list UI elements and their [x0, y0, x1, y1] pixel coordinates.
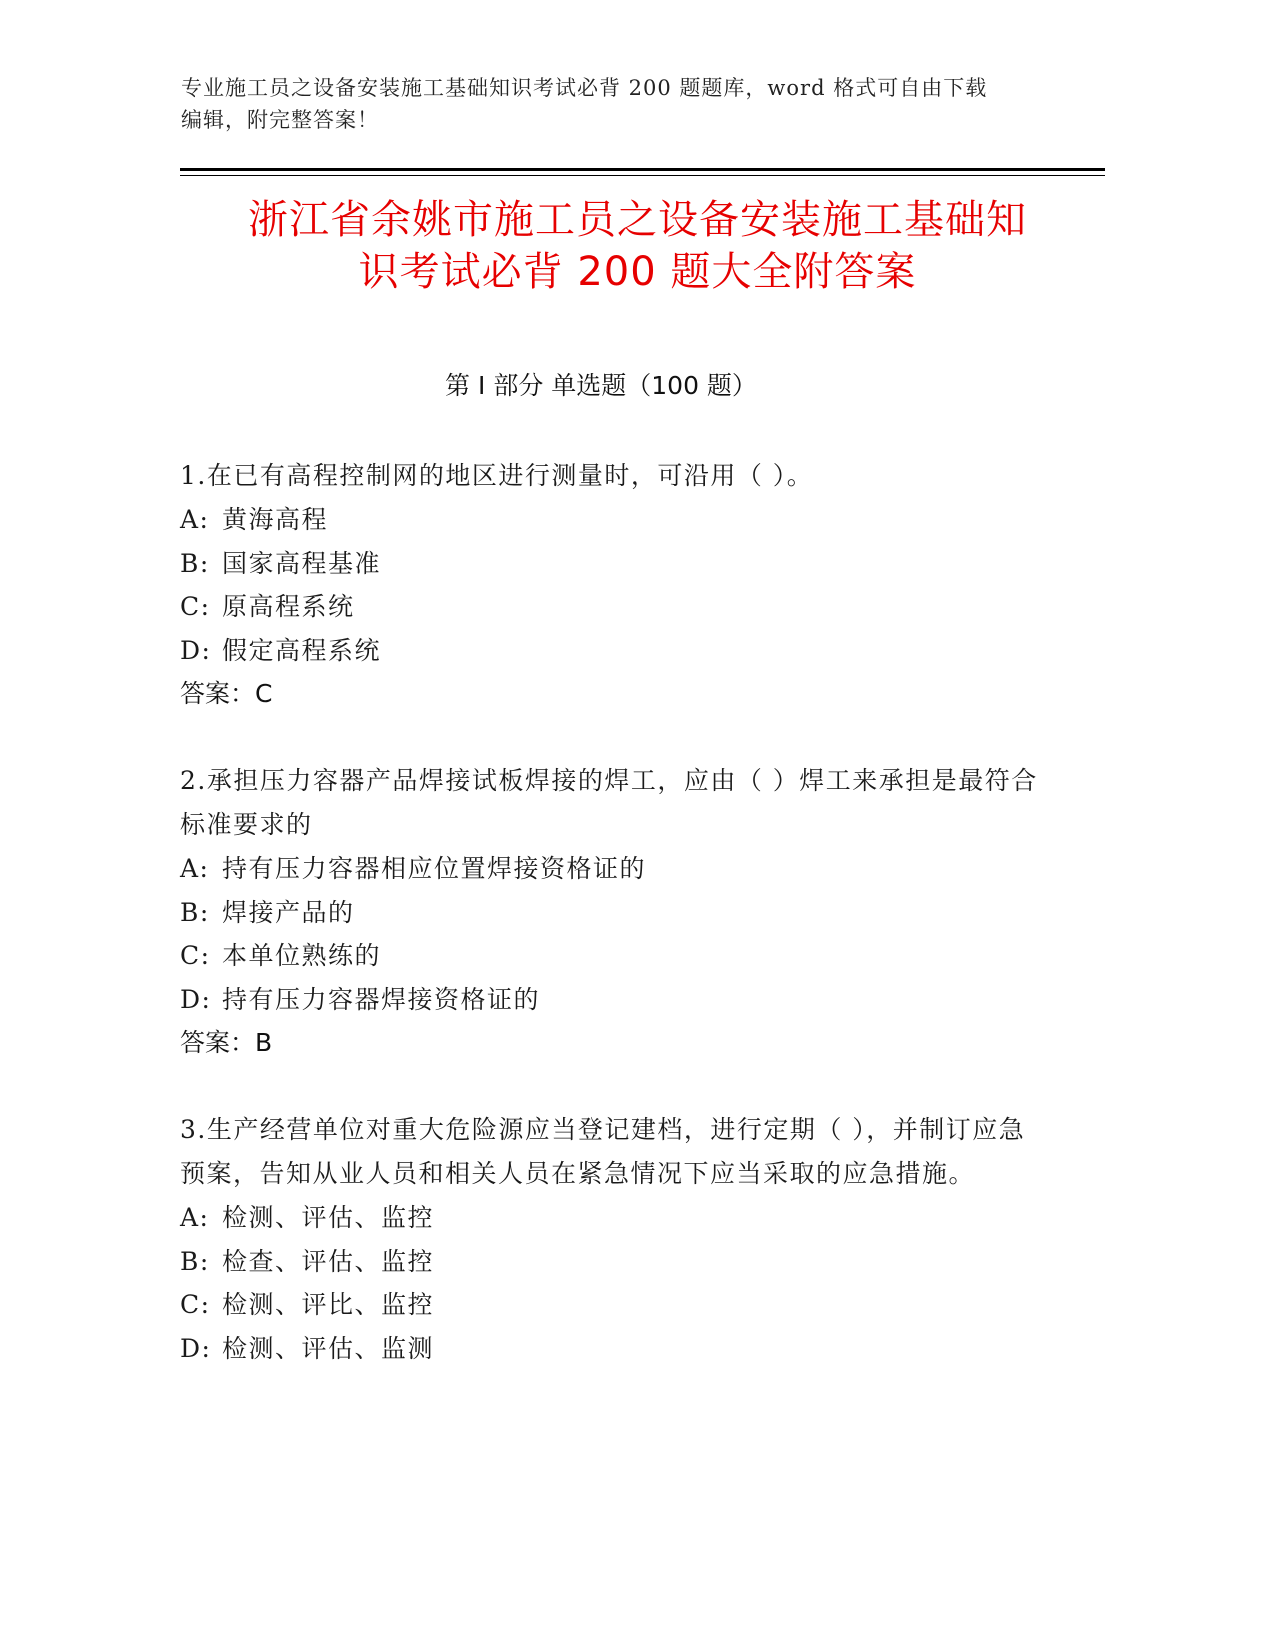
- question-list: [180, 454, 1040, 1413]
- option-text: 焊接产品的: [222, 897, 355, 927]
- option-text: 原高程系统: [222, 592, 355, 621]
- header-note-line-2: 编辑，附完整答案！: [181, 108, 379, 132]
- option-key: B:: [180, 897, 210, 927]
- option-text: 检查、评估、监控: [222, 1246, 435, 1276]
- option-key: A:: [180, 505, 210, 534]
- option-key: B:: [180, 548, 210, 578]
- option-a: [180, 498, 1040, 542]
- section-title: 第 I 部分 单选题（100 题）: [445, 371, 757, 400]
- option-c: [180, 585, 1040, 629]
- option-b: [180, 1240, 1040, 1284]
- header-divider-thin: [180, 175, 1105, 176]
- option-key: D:: [180, 635, 212, 665]
- header-note: [181, 72, 1041, 136]
- option-text: 黄海高程: [222, 505, 329, 534]
- option-d: [180, 1327, 1040, 1371]
- option-text: 检测、评估、监测: [222, 1333, 435, 1363]
- header-note-line-1: 专业施工员之设备安装施工基础知识考试必背 200 题题库，word 格式可自由下载: [181, 76, 988, 100]
- option-a: [180, 847, 1040, 891]
- option-text: 国家高程基准: [222, 548, 382, 578]
- option-b: [180, 891, 1040, 935]
- option-text: 持有压力容器焊接资格证的: [222, 984, 541, 1014]
- document-title-line-2: 识考试必背 200 题大全附答案: [358, 249, 917, 295]
- option-text: 检测、评估、监控: [222, 1203, 435, 1232]
- option-text: 假定高程系统: [222, 635, 382, 665]
- option-c: [180, 1283, 1040, 1327]
- answer: 答案：B: [180, 1028, 273, 1057]
- option-key: C:: [180, 941, 211, 970]
- answer: 答案：C: [180, 679, 273, 708]
- question-text: 2.承担压力容器产品焊接试板焊接的焊工，应由（ ）焊工来承担是最符合标准要求的: [180, 766, 1038, 839]
- document-title-line-1: 浙江省余姚市施工员之设备安装施工基础知: [248, 197, 1027, 243]
- document-title: [160, 194, 1115, 298]
- question-1: [180, 454, 1040, 716]
- option-key: A:: [180, 1203, 210, 1232]
- header-divider-thick: [180, 168, 1105, 171]
- option-key: C:: [180, 592, 211, 621]
- option-text: 检测、评比、监控: [222, 1290, 435, 1319]
- question-text: 3.生产经营单位对重大危险源应当登记建档，进行定期（ ），并制订应急预案，告知从业人员和相关人员在紧急情况下应当采取的应急措施。: [180, 1115, 1026, 1188]
- option-a: [180, 1196, 1040, 1240]
- option-d: [180, 629, 1040, 673]
- option-key: A:: [180, 854, 210, 883]
- option-text: 持有压力容器相应位置焊接资格证的: [222, 854, 647, 883]
- option-key: D:: [180, 1333, 212, 1363]
- option-b: [180, 542, 1040, 586]
- option-key: B:: [180, 1246, 210, 1276]
- question-text: 1.在已有高程控制网的地区进行测量时，可沿用（ ）。: [180, 461, 814, 490]
- option-key: C:: [180, 1290, 211, 1319]
- option-d: [180, 978, 1040, 1022]
- question-3: [180, 1108, 1040, 1370]
- question-2: [180, 759, 1040, 1065]
- option-c: [180, 934, 1040, 978]
- option-key: D:: [180, 984, 212, 1014]
- option-text: 本单位熟练的: [222, 941, 382, 970]
